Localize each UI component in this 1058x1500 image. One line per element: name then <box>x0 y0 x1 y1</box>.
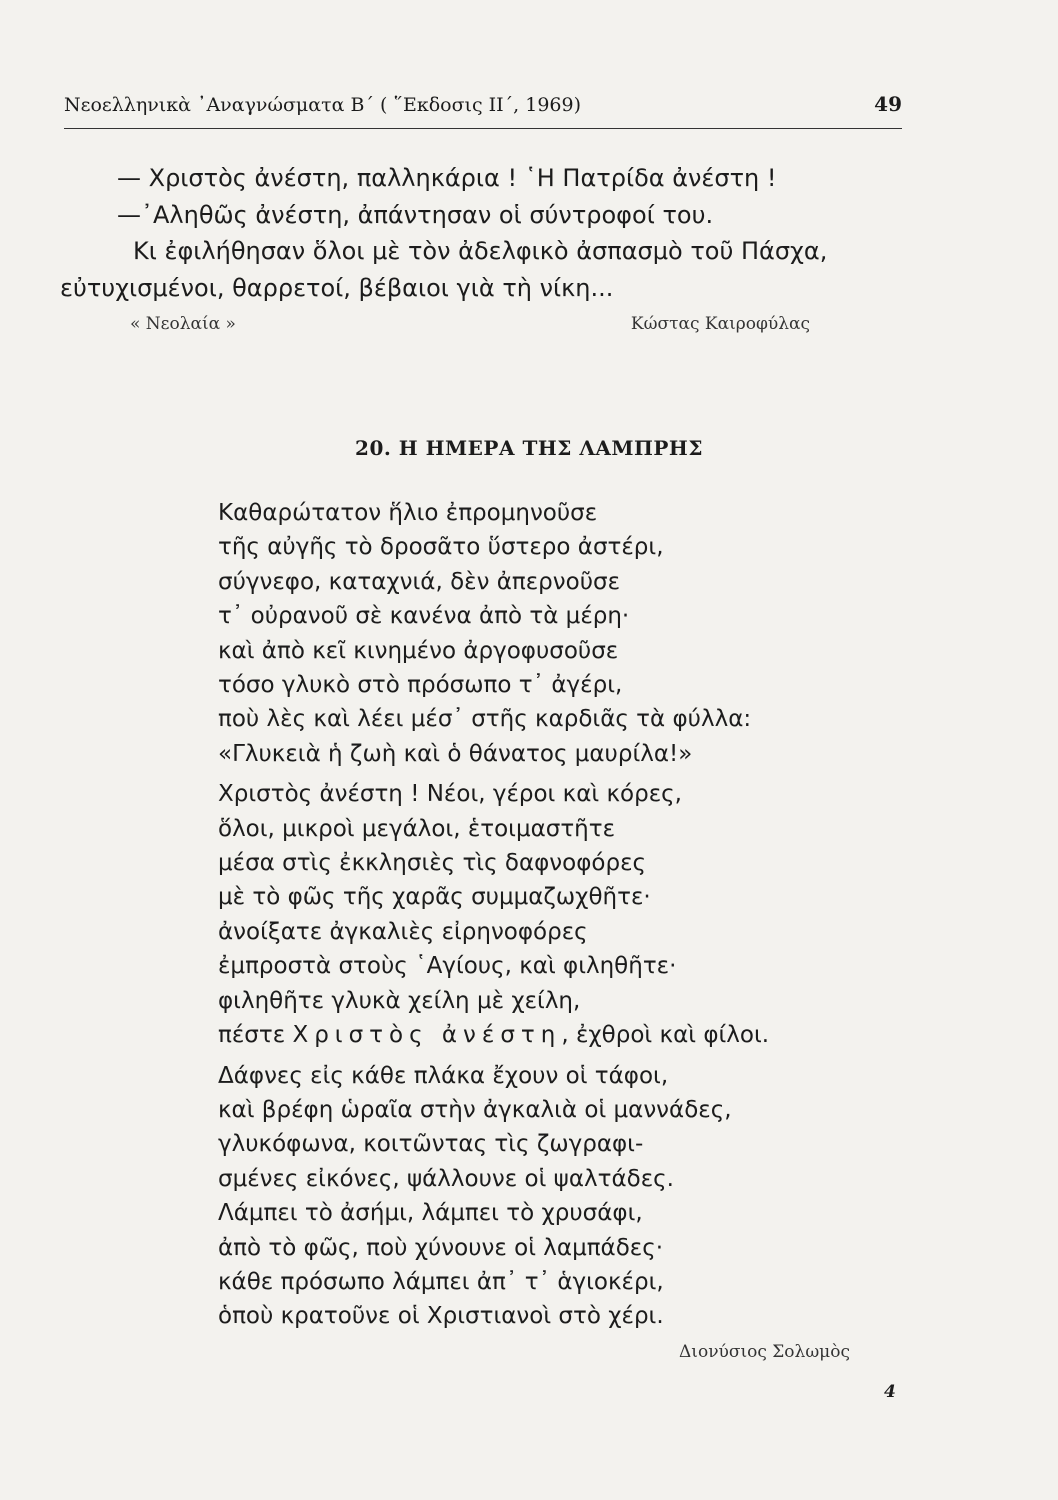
verse-line: τ᾿ οὐρανοῦ σὲ κανένα ἀπὸ τὰ μέρη· <box>218 603 630 630</box>
verse-line: ὅλοι, μικροὶ μεγάλοι, ἑτοιμαστῆτε <box>218 815 616 842</box>
verse-line: κάθε πρόσωπο λάμπει ἀπ᾿ τ᾿ ἁγιοκέρι, <box>218 1268 664 1295</box>
stanza <box>218 496 838 771</box>
verse-line: τῆς αὐγῆς τὸ δροσᾶτο ὕστερο ἀστέρι, <box>218 534 664 561</box>
signature-mark: 4 <box>884 1382 896 1402</box>
intro-line: Κι ἐφιλήθησαν ὅλοι μὲ τὸν ἀδελφικὸ ἀσπασμὸ τοῦ Πάσχα, <box>133 237 828 265</box>
spaced-emphasis: Χριστὸς ἀνέστη <box>292 1022 562 1049</box>
verse-line: ἀπὸ τὸ φῶς, ποὺ χύνουνε οἱ λαμπάδες· <box>218 1234 664 1261</box>
author-credit: Κώστας Καιροφύλας <box>630 314 810 334</box>
verse-line: καὶ ἀπὸ κεῖ κινημένο ἀργοφυσοῦσε <box>218 637 619 664</box>
poem-title: 20. Η ΗΜΕΡΑ ΤΗΣ ΛΑΜΠΡΗΣ <box>355 436 703 460</box>
poem-author: Διονύσιος Σολωμὸς <box>679 1342 850 1362</box>
verse-fragment: πέστε <box>218 1022 293 1049</box>
page-number: 49 <box>874 92 902 116</box>
verse-line: φιληθῆτε γλυκὰ χείλη μὲ χείλη, <box>218 987 581 1014</box>
verse-line: «Γλυκειὰ ἡ ζωὴ καὶ ὁ θάνατος μαυρίλα!» <box>218 740 693 767</box>
verse-line: καὶ βρέφη ὡραῖα στὴν ἀγκαλιὰ οἱ μαννάδες, <box>218 1096 732 1123</box>
intro-line: εὐτυχισμένοι, θαρρετοί, βέβαιοι γιὰ τὴ νίκη... <box>60 273 614 302</box>
verse-line: σμένες εἰκόνες, ψάλλουνε οἱ ψαλτάδες. <box>218 1165 674 1192</box>
verse-line: Καθαρώτατον ἥλιο ἐπρομηνοῦσε <box>218 500 598 526</box>
intro-credit <box>130 314 810 334</box>
verse-line: τόσο γλυκὸ στὸ πρόσωπο τ᾿ ἀγέρι, <box>218 672 623 699</box>
intro-text <box>60 160 910 306</box>
stanza <box>218 777 838 1052</box>
poem-body <box>218 496 838 1340</box>
verse-line: Χριστὸς ἀνέστη ! Νέοι, γέροι καὶ κόρες, <box>218 781 682 808</box>
verse-fragment: , ἐχθροὶ καὶ φίλοι. <box>561 1022 770 1049</box>
page-header <box>64 92 902 129</box>
verse-line: Δάφνες εἰς κάθε πλάκα ἔχουν οἱ τάφοι, <box>218 1062 669 1089</box>
intro-line: — Χριστὸς ἀνέστη, παλληκάρια ! ῾Η Πατρίδα ἀνέστη ! <box>117 164 777 192</box>
verse-line: μὲ τὸ φῶς τῆς χαρᾶς συμμαζωχθῆτε· <box>218 884 651 911</box>
verse-line: ὁποὺ κρατοῦνε οἱ Χριστιανοὶ στὸ χέρι. <box>218 1303 664 1330</box>
source-credit: « Νεολαία » <box>130 314 236 334</box>
verse-line <box>218 1018 838 1052</box>
intro-line: —᾿Αληθῶς ἀνέστη, ἀπάντησαν οἱ σύντροφοί του. <box>117 200 714 229</box>
verse-line: Λάμπει τὸ ἀσήμι, λάμπει τὸ χρυσάφι, <box>218 1200 643 1227</box>
header-title: Νεοελληνικὰ ᾿Αναγνώσματα Β΄ ( ῞Εκδοσις ΙΙ΄, 1969) <box>64 94 582 116</box>
verse-line: σύγνεφο, καταχνιά, δὲν ἀπερνοῦσε <box>218 568 621 595</box>
verse-line: ἀνοίξατε ἀγκαλιὲς εἰρηνοφόρες <box>218 918 588 945</box>
verse-line: ἐμπροστὰ στοὺς ῾Αγίους, καὶ φιληθῆτε· <box>218 953 677 980</box>
stanza <box>218 1059 838 1334</box>
verse-line: γλυκόφωνα, κοιτῶντας τὶς ζωγραφι- <box>218 1131 644 1158</box>
verse-line: μέσα στὶς ἐκκλησιὲς τὶς δαφνοφόρες <box>218 850 647 877</box>
verse-line: ποὺ λὲς καὶ λέει μέσ᾿ στῆς καρδιᾶς τὰ φύλλα: <box>218 706 752 733</box>
